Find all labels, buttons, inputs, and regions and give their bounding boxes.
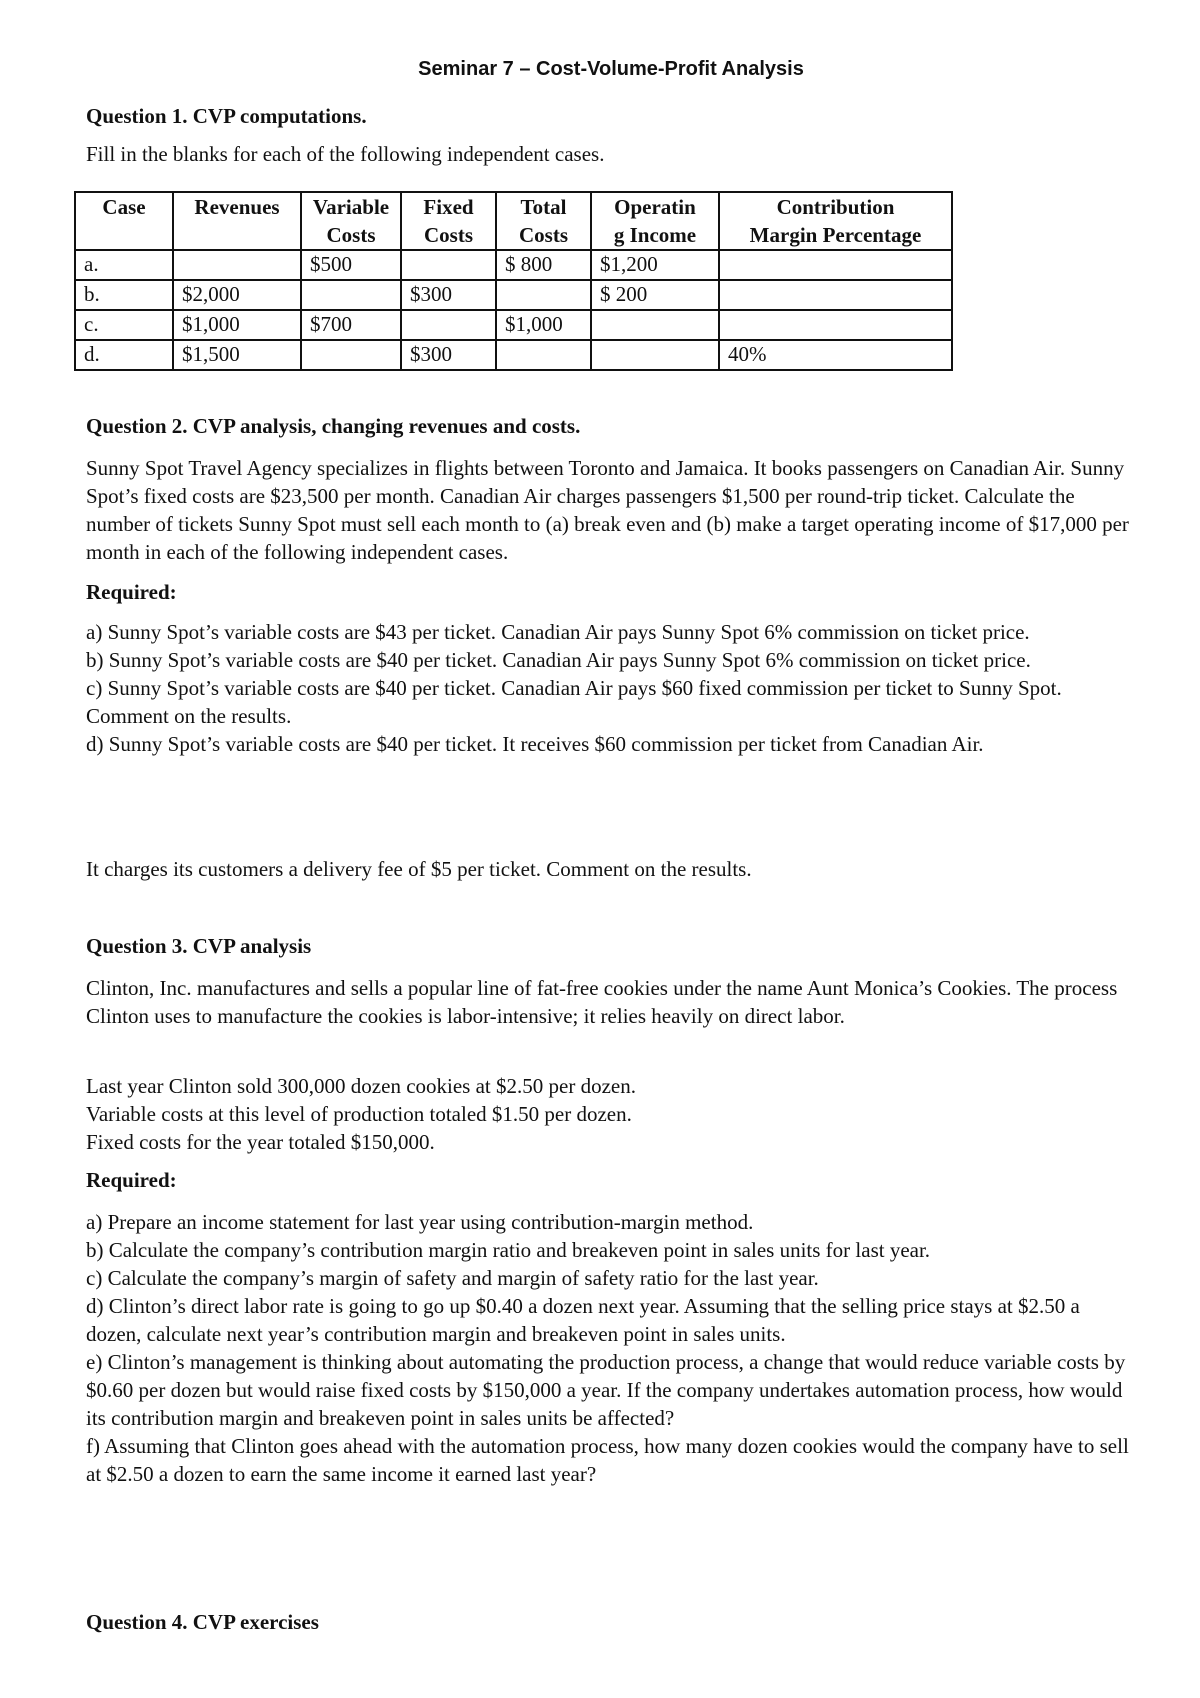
list-item: b) Calculate the company’s contribution margin ratio and breakeven point in sales units for last year.	[86, 1238, 931, 1262]
list-item: c) Calculate the company’s margin of safety and margin of safety ratio for the last year.	[86, 1266, 819, 1290]
table-row	[75, 310, 952, 340]
table-cell	[401, 250, 496, 280]
table-cell: $1,000	[496, 310, 591, 340]
list-item: d) Clinton’s direct labor rate is going to go up $0.40 a dozen next year. Assuming that the selling price stays at $2.50 a dozen, calculate next year’s contribution margin and breakeven point in sales units.	[86, 1294, 1080, 1346]
header-revenues: Revenues	[173, 192, 301, 250]
q4-heading: Question 4. CVP exercises	[86, 1610, 319, 1634]
table-cell: b.	[75, 280, 173, 310]
table-cell	[719, 250, 952, 280]
table-cell	[401, 310, 496, 340]
table-cell	[496, 280, 591, 310]
list-item: d) Sunny Spot’s variable costs are $40 per ticket. It receives $60 commission per ticket from Canadian Air.	[86, 732, 984, 756]
q3-required-label: Required:	[86, 1168, 177, 1192]
list-item: e) Clinton’s management is thinking about automating the production process, a change that would reduce variable costs by $0.60 per dozen but would raise fixed costs by $150,000 a year. If the company undertakes automation process, how would its contribution margin and breakeven point in sales units be affected?	[86, 1350, 1126, 1430]
table-cell	[301, 340, 401, 370]
header-contribution-margin: Contribution Margin Percentage	[719, 192, 952, 250]
document-title: Seminar 7 – Cost-Volume-Profit Analysis	[418, 58, 804, 80]
table-cell: $500	[301, 250, 401, 280]
q1-intro: Fill in the blanks for each of the following independent cases.	[86, 142, 605, 166]
table-row	[75, 340, 952, 370]
list-item: Last year Clinton sold 300,000 dozen cookies at $2.50 per dozen.	[86, 1074, 636, 1098]
table-row	[75, 250, 952, 280]
table-cell	[173, 250, 301, 280]
header-total-costs: Total Costs	[496, 192, 591, 250]
q2-body: Sunny Spot Travel Agency specializes in flights between Toronto and Jamaica. It books passengers on Canadian Air. Sunny Spot’s fixed costs are $23,500 per month. Canadian Air charges passengers $1,500 per round-trip ticket. Calculate the number of tickets Sunny Spot must sell each month to (a) break even and (b) make a target operating income of $17,000 per month in each of the following independent cases.	[86, 456, 1129, 564]
table-cell	[591, 340, 719, 370]
header-operating-income: Operatin g Income	[591, 192, 719, 250]
header-case: Case	[75, 192, 173, 250]
q2-required-list	[86, 618, 1136, 758]
table-cell: 40%	[719, 340, 952, 370]
table-cell: $1,000	[173, 310, 301, 340]
q2-heading: Question 2. CVP analysis, changing revenues and costs.	[86, 414, 581, 438]
q2-required-label: Required:	[86, 580, 177, 604]
table-header-row	[75, 192, 952, 250]
table-cell: $300	[401, 340, 496, 370]
table-cell: $1,200	[591, 250, 719, 280]
list-item: a) Prepare an income statement for last year using contribution-margin method.	[86, 1210, 754, 1234]
table-cell: a.	[75, 250, 173, 280]
cvp-table	[74, 191, 953, 371]
q3-body: Clinton, Inc. manufactures and sells a popular line of fat-free cookies under the name Aunt Monica’s Cookies. The process Clinton uses to manufacture the cookies is labor-intensive; it relies heavily on direct labor.	[86, 976, 1118, 1028]
q2-closing: It charges its customers a delivery fee of $5 per ticket. Comment on the results.	[86, 857, 752, 881]
header-variable-costs: Variable Costs	[301, 192, 401, 250]
table-cell	[591, 310, 719, 340]
table-cell: $700	[301, 310, 401, 340]
list-item: b) Sunny Spot’s variable costs are $40 per ticket. Canadian Air pays Sunny Spot 6% commission on ticket price.	[86, 648, 1031, 672]
table-row	[75, 280, 952, 310]
list-item: c) Sunny Spot’s variable costs are $40 per ticket. Canadian Air pays $60 fixed commission per ticket to Sunny Spot. Comment on the results.	[86, 676, 1062, 728]
table-cell	[719, 280, 952, 310]
table-cell: $2,000	[173, 280, 301, 310]
table-cell	[496, 340, 591, 370]
table-cell: $1,500	[173, 340, 301, 370]
q3-facts	[86, 1072, 1136, 1156]
table-cell	[301, 280, 401, 310]
table-cell: $300	[401, 280, 496, 310]
q1-heading: Question 1. CVP computations.	[86, 104, 367, 128]
list-item: Variable costs at this level of production totaled $1.50 per dozen.	[86, 1102, 632, 1126]
table-cell: $ 200	[591, 280, 719, 310]
list-item: a) Sunny Spot’s variable costs are $43 per ticket. Canadian Air pays Sunny Spot 6% commission on ticket price.	[86, 620, 1030, 644]
q3-heading: Question 3. CVP analysis	[86, 934, 312, 958]
list-item: f) Assuming that Clinton goes ahead with the automation process, how many dozen cookies would the company have to sell at $2.50 a dozen to earn the same income it earned last year?	[86, 1434, 1129, 1486]
q3-required-list	[86, 1208, 1136, 1488]
header-fixed-costs: Fixed Costs	[401, 192, 496, 250]
table-cell	[719, 310, 952, 340]
list-item: Fixed costs for the year totaled $150,000.	[86, 1130, 435, 1154]
table-cell: d.	[75, 340, 173, 370]
table-cell: $ 800	[496, 250, 591, 280]
table-cell: c.	[75, 310, 173, 340]
